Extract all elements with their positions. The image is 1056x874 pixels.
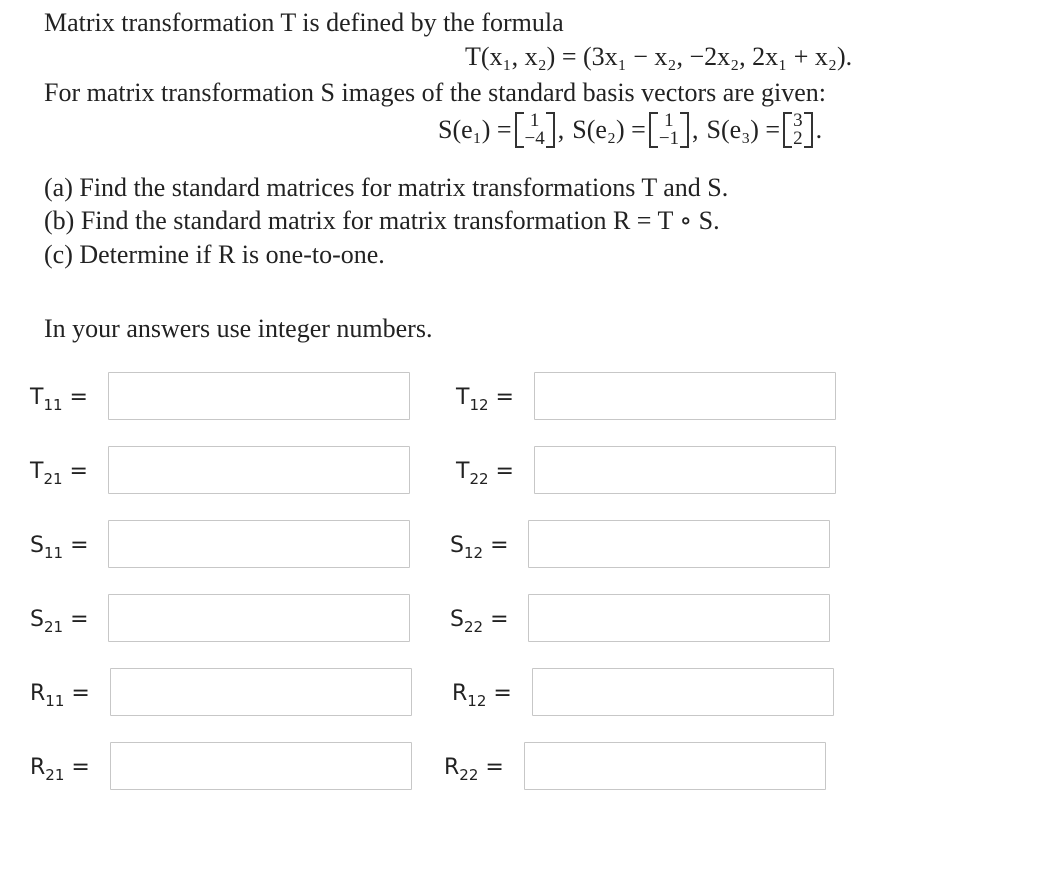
s-e2-vector	[649, 112, 689, 148]
input-s21[interactable]	[108, 594, 410, 642]
input-t11[interactable]	[108, 372, 410, 420]
label-t22: $T_{22}$ =	[456, 459, 514, 488]
label-t12: $T_{12}$ =	[456, 385, 514, 414]
s-e2-top: 1	[664, 110, 674, 131]
input-t12[interactable]	[534, 372, 836, 420]
input-r22[interactable]	[524, 742, 826, 790]
input-r21[interactable]	[110, 742, 412, 790]
label-r21: $R_{21}$ =	[30, 755, 90, 784]
input-t22[interactable]	[534, 446, 836, 494]
s-e1-sep: ,	[557, 115, 565, 144]
part-a: (a) Find the standard matrices for matrix transformations T and S.	[44, 173, 729, 202]
s-e3-top: 3	[793, 110, 803, 131]
s-e2-bottom: −1	[658, 128, 680, 149]
s-e3-bottom: 2	[793, 128, 803, 149]
s-intro-text: For matrix transformation S images of the standard basis vectors are given:	[44, 78, 826, 107]
input-r12[interactable]	[532, 668, 834, 716]
label-s11: $S_{11}$ =	[30, 533, 89, 562]
input-t21[interactable]	[108, 446, 410, 494]
intro-text: Matrix transformation T is defined by the formula	[44, 8, 564, 37]
label-s12: $S_{12}$ =	[450, 533, 509, 562]
label-r22: $R_{22}$ =	[444, 755, 504, 784]
s-e1-label: S(e₁) =	[438, 115, 512, 144]
s-images-row	[438, 112, 822, 148]
part-b: (b) Find the standard matrix for matrix transformation R = T ∘ S.	[44, 206, 720, 235]
s-e2-label: S(e₂) =	[572, 115, 646, 144]
s-e2-sep: ,	[692, 115, 699, 144]
input-r11[interactable]	[110, 668, 412, 716]
input-s22[interactable]	[528, 594, 830, 642]
label-r12: $R_{12}$ =	[452, 681, 512, 710]
s-e1-vector	[515, 112, 555, 148]
input-s11[interactable]	[108, 520, 410, 568]
instruction: In your answers use integer numbers.	[44, 314, 433, 343]
label-t21: $T_{21}$ =	[30, 459, 88, 488]
label-s21: $S_{21}$ =	[30, 607, 89, 636]
s-e3-vector	[783, 112, 813, 148]
formula-t: T(x₁, x₂) = (3x₁ − x₂, −2x₂, 2x₁ + x₂).	[465, 42, 853, 71]
s-e3-sep: .	[815, 115, 823, 144]
label-s22: $S_{22}$ =	[450, 607, 509, 636]
s-e3-label: S(e₃) =	[706, 115, 781, 144]
s-e1-bottom: −4	[524, 128, 545, 149]
input-s12[interactable]	[528, 520, 830, 568]
label-r11: $R_{11}$ =	[30, 681, 90, 710]
label-t11: $T_{11}$ =	[30, 385, 88, 414]
part-c: (c) Determine if R is one-to-one.	[44, 240, 385, 269]
s-e1-top: 1	[529, 110, 540, 131]
